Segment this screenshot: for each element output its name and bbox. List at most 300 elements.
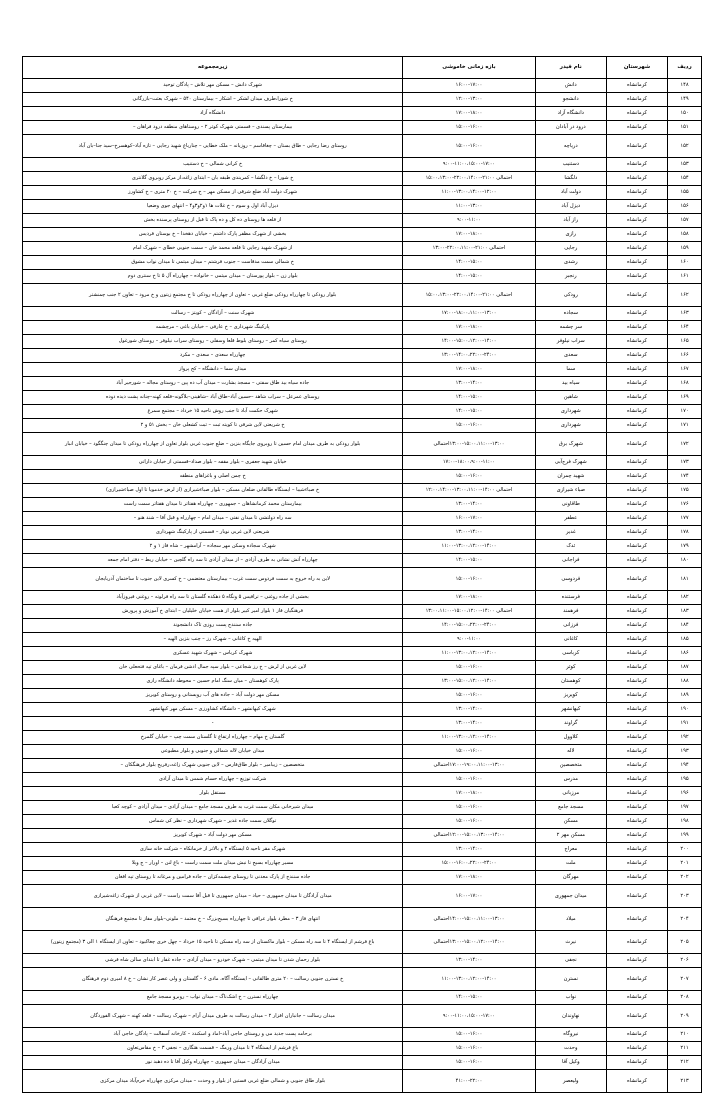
cell-city: کرمانشاه	[606, 843, 667, 857]
cell-feeder-name: رنجبر	[535, 270, 606, 284]
cell-outage-time: ۱۱:۰۰-۱۳:۰۰،۱۲:۰۰-۱۴:۰۰	[403, 647, 535, 661]
cell-city: کرمانشاه	[606, 954, 667, 968]
cell-subareas: خ نسترن جنوبی رسالت – ۲۰ متری طالقانی – ایستگاه آگاه، مادی ۶ – گلستان و ولی عصر کار نشان – خ ۸ امیری دوم فرهنگان	[23, 968, 403, 991]
cell-city: کرمانشاه	[606, 214, 667, 228]
cell-outage-time: ۱۱:۰۰-۱۳:۰۰،۱۲:۰۰-۱۴:۰۰	[403, 540, 535, 554]
table-row	[23, 107, 702, 121]
cell-feeder-name: فرزانی	[535, 619, 606, 633]
cell-city: کرمانشاه	[606, 1070, 667, 1093]
cell-city: کرمانشاه	[606, 349, 667, 363]
cell-city: کرمانشاه	[606, 815, 667, 829]
cell-outage-time: ۱۵:۰۰-۱۶:۰۰	[403, 470, 535, 484]
cell-row-number: ۱۶۹	[668, 391, 702, 405]
cell-feeder-name: طاقاونی	[535, 498, 606, 512]
cell-feeder-name: سعدی	[535, 349, 606, 363]
cell-row-number: ۱۵۸	[668, 228, 702, 242]
cell-outage-time: ۱۵:۰۰-۱۶:۰۰	[403, 773, 535, 787]
cell-city: کرمانشاه	[606, 731, 667, 745]
cell-row-number: ۱۹۷	[668, 801, 702, 815]
table-row	[23, 93, 702, 107]
table-row	[23, 717, 702, 731]
cell-feeder-name: فردوسی	[535, 568, 606, 591]
cell-row-number: ۱۶۷	[668, 363, 702, 377]
cell-city: کرمانشاه	[606, 321, 667, 335]
table-row	[23, 172, 702, 186]
cell-outage-time: ۱۴:۰۰-۱۵:۰۰	[403, 405, 535, 419]
cell-subareas: انتهای فاز ۳ – مطرد بلوار عراقی تا چهارراه بسیج‌بزرگ – خ معتمد – ملونی–بلوار مفاز تا مجتمع فرهنگان	[23, 908, 403, 931]
cell-row-number: ۲۰۲	[668, 871, 702, 885]
cell-row-number: ۱۸۲	[668, 591, 702, 605]
cell-outage-time: ۱۳:۰۰-۱۴:۰۰	[403, 954, 535, 968]
cell-subareas: الهیه خ کاغانی – شهرک رز – چنب بتزین الهیه –	[23, 633, 403, 647]
cell-feeder-name: نیروگاه	[535, 1028, 606, 1042]
cell-subareas: خ کرانی شمالی – خ دستنیب	[23, 158, 403, 172]
cell-subareas: جاده سیاه بید طاق سفتی – مسجد بشارت – میدان آب ده پین – روستای مجاله – شورجیر آباد	[23, 377, 403, 391]
table-row	[23, 307, 702, 321]
table-row	[23, 908, 702, 931]
cell-subareas: بخشی از جاده روغنی – ترافیس ۵ ونگاه ۵ دهکده گلستان تا سه راه فرلوته – روغنی فیروزآباد	[23, 591, 403, 605]
cell-row-number: ۲۰۴	[668, 908, 702, 931]
table-row	[23, 200, 702, 214]
column-header-city: شهرستان	[606, 57, 667, 79]
cell-feeder-name: کیهانشهر	[535, 703, 606, 717]
cell-row-number: ۱۵۴	[668, 172, 702, 186]
table-row	[23, 1028, 702, 1042]
cell-subareas: چهارراه نسترن – خ اشک‌ناگ – میدان نواب – روبرو مسجد جامع	[23, 991, 403, 1005]
cell-feeder-name: راز آباد	[535, 214, 606, 228]
cell-feeder-name: سراب نیلوفر	[535, 335, 606, 349]
cell-city: کرمانشاه	[606, 991, 667, 1005]
cell-outage-time: ۱۳:۰۰-۱۴:۰۰،۲۲:۰۰-۲۴:۰۰	[403, 349, 535, 363]
cell-city: کرمانشاه	[606, 931, 667, 954]
table-row	[23, 540, 702, 554]
table-row	[23, 270, 702, 284]
cell-city: کرمانشاه	[606, 256, 667, 270]
table-row	[23, 349, 702, 363]
cell-city: کرمانشاه	[606, 512, 667, 526]
cell-feeder-name: شهرک برق	[535, 433, 606, 456]
cell-outage-time: احتمالی ۲۱:۰۰-۲۲:۰۰،۱۴:۰۰-۱۵:۰۰،۱۳:۰۰	[403, 172, 535, 186]
cell-city: کرمانشاه	[606, 284, 667, 307]
cell-subareas: شهرک دانش – مسکن مهر تلاش – پادگان توحید	[23, 79, 403, 93]
cell-subareas: شهرک مقر ناحیه ۵ ایستگاه ۲ و بالاتر از خرمانکاه – شرکت خانه سازی	[23, 843, 403, 857]
table-row	[23, 1070, 702, 1093]
cell-row-number: ۱۸۹	[668, 689, 702, 703]
table-header	[23, 57, 702, 79]
cell-feeder-name: کوهستان	[535, 675, 606, 689]
cell-row-number: ۱۷۴	[668, 470, 702, 484]
cell-city: کرمانشاه	[606, 689, 667, 703]
cell-subareas: شهرک دولت آباد ضلع شرقی از مسکن مهر – خ شرکت – خ ۲۰ متری – خ کشاورز	[23, 186, 403, 200]
cell-row-number: ۱۸۳	[668, 605, 702, 619]
cell-feeder-name: مدرس	[535, 773, 606, 787]
cell-city: کرمانشاه	[606, 717, 667, 731]
cell-outage-time: ۹:۰۰-۱۱:۰۰،۱۵:۰۰-۱۷:۰۰	[403, 158, 535, 172]
cell-feeder-name: نسترن	[535, 968, 606, 991]
cell-outage-time: ۱۷:۰۰-۱۸:۰۰	[403, 787, 535, 801]
cell-subareas: شهرک حکمت آباد تا جنب روش ناحیه ۱۵ خرداد – مجتمع سمرغ	[23, 405, 403, 419]
table-row	[23, 512, 702, 526]
cell-feeder-name: شاهین	[535, 391, 606, 405]
cell-row-number: ۱۸۸	[668, 675, 702, 689]
cell-feeder-name: دولت آباد	[535, 186, 606, 200]
cell-feeder-name: فرستنده	[535, 591, 606, 605]
cell-feeder-name: غدیر	[535, 526, 606, 540]
cell-subareas: خ چمن اصلی و باغزاهای منطقه	[23, 470, 403, 484]
cell-feeder-name: میدان جمهوری	[535, 885, 606, 908]
cell-city: کرمانشاه	[606, 391, 667, 405]
table-row	[23, 885, 702, 908]
cell-outage-time: ۱۷:۰۰-۱۸:۰۰	[403, 363, 535, 377]
cell-row-number: ۱۴۸	[668, 79, 702, 93]
cell-feeder-name: فراجانی	[535, 554, 606, 568]
cell-outage-time: ۱۷:۰۰-۱۸:۰۰،۱۱:۰۰-۱۳:۰۰	[403, 307, 535, 321]
cell-row-number: ۱۵۲	[668, 135, 702, 158]
cell-feeder-name: نیرث	[535, 931, 606, 954]
column-header-row-number: ردیف	[668, 57, 702, 79]
cell-subareas: خ شریعتی لاین شرقی تا کویته ثبت – ثبت کشعلی خان – بخش ۵۱ و ۲	[23, 419, 403, 433]
cell-outage-time: ۱۵:۰۰-۱۶:۰۰	[403, 661, 535, 675]
cell-row-number: ۱۶۸	[668, 377, 702, 391]
cell-row-number: ۱۶۱	[668, 270, 702, 284]
table-body	[23, 79, 702, 1093]
table-row	[23, 773, 702, 787]
cell-subareas: دیزل آباد اول و سوم – خ غلات ها ۱و۲و۳و۴ – انتهای جوی وضعیا	[23, 200, 403, 214]
cell-row-number: ۱۵۹	[668, 242, 702, 256]
cell-subareas: میدان رسالت – جانباران افزار ۲ – میدان رسالت به طرف میدان آرام – شهرک رسالت – قلعه کهنه – شهرک الفوردگان	[23, 1005, 403, 1028]
cell-row-number: ۱۹۲	[668, 731, 702, 745]
table-row	[23, 121, 702, 135]
cell-subareas: روستای رضا رجایی – طاق بستان – چغاقاسم – روزبانه – ملک خطایی – چنارباغ شهید رجایی – تازه آباد–کوهسرخ–سید جنا–بان آباد	[23, 135, 403, 158]
cell-outage-time: ۱۵:۰۰-۱۶:۰۰	[403, 121, 535, 135]
table-row	[23, 1042, 702, 1056]
table-row	[23, 801, 702, 815]
cell-row-number: ۱۶۵	[668, 335, 702, 349]
cell-subareas: از شهرک شهید رجایی تا قلعه محمد خان – سمت جنوبی خطای – شهرک امام	[23, 242, 403, 256]
cell-outage-time: ۱۱:۰۰-۱۳:۰۰	[403, 200, 535, 214]
cell-row-number: ۱۷۲	[668, 433, 702, 456]
table-row	[23, 363, 702, 377]
cell-row-number: ۱۶۲	[668, 284, 702, 307]
cell-city: کرمانشاه	[606, 801, 667, 815]
cell-feeder-name: صباء شیرازی	[535, 484, 606, 498]
cell-outage-time: ۱۳:۰۰-۱۴:۰۰	[403, 843, 535, 857]
table-row	[23, 745, 702, 759]
cell-feeder-name: کلاوول	[535, 731, 606, 745]
cell-feeder-name: شهید چمران	[535, 470, 606, 484]
cell-feeder-name: نواب	[535, 991, 606, 1005]
table-row	[23, 633, 702, 647]
table-row	[23, 405, 702, 419]
cell-feeder-name: سجاده	[535, 307, 606, 321]
cell-feeder-name: ولیعصر	[535, 1070, 606, 1093]
cell-subareas: گلستان خ مهام – چهارراه ارتفاع تا گلستان سمت چپ – خیابان گلمرخ	[23, 731, 403, 745]
table-row	[23, 228, 702, 242]
cell-row-number: ۱۵۷	[668, 214, 702, 228]
cell-outage-time: ۱۲:۰۰-۱۵:۰۰،۱۳:۰۰-۱۴:۰۰احتمالی	[403, 829, 535, 843]
cell-feeder-name: مسجد جامع	[535, 801, 606, 815]
cell-city: کرمانشاه	[606, 885, 667, 908]
cell-subareas: بیمارستان پسندی – قسمتی شهرک کوثر ۲ – روستاهای منطقه درود فراهان –	[23, 121, 403, 135]
table-row	[23, 135, 702, 158]
cell-subareas: خ شورا – خ دلگشا – کمربندی طبقه بان – ابتدای زاغه،از مرکز روبروی گلانتری	[23, 172, 403, 186]
cell-subareas: بیمارستان محمد کرمانشاهان – جمهوری – چهارراه هفتاتر تا میدان هفتاتر سمت راست	[23, 498, 403, 512]
table-row	[23, 242, 702, 256]
cell-city: کرمانشاه	[606, 433, 667, 456]
cell-row-number: ۲۰۰	[668, 843, 702, 857]
cell-outage-time: ۱۷:۰۰-۱۸:۰۰	[403, 591, 535, 605]
cell-city: کرمانشاه	[606, 554, 667, 568]
cell-outage-time: ۱۵:۰۰-۱۶:۰۰	[403, 1042, 535, 1056]
cell-city: کرمانشاه	[606, 759, 667, 773]
cell-outage-time: ۱۵:۰۰-۱۶:۰۰	[403, 801, 535, 815]
cell-subareas: دانشگاه آزاد	[23, 107, 403, 121]
cell-city: کرمانشاه	[606, 1028, 667, 1042]
cell-feeder-name: مرزبانی	[535, 787, 606, 801]
cell-outage-time: ۱۲:۰۰-۱۳:۰۰	[403, 93, 535, 107]
cell-city: کرمانشاه	[606, 335, 667, 349]
table-row	[23, 871, 702, 885]
cell-feeder-name: گراوند	[535, 717, 606, 731]
cell-subareas: بخشی از شهرک مظفر پارک داشتم – خیابان دهخدا – خ بوستان فردیس	[23, 228, 403, 242]
cell-subareas: مسکن مهر دولت آباد – شهرک کویریز	[23, 829, 403, 843]
cell-feeder-name: رجایی	[535, 242, 606, 256]
table-row	[23, 284, 702, 307]
cell-city: کرمانشاه	[606, 968, 667, 991]
cell-outage-time: ۱۳:۰۰-۱۴:۰۰	[403, 377, 535, 391]
cell-subareas: میدان سما – دانشگاه – کج پرواز	[23, 363, 403, 377]
cell-subareas: مستقل بلوار	[23, 787, 403, 801]
cell-row-number: ۲۰۸	[668, 991, 702, 1005]
table-row	[23, 526, 702, 540]
cell-city: کرمانشاه	[606, 633, 667, 647]
cell-city: کرمانشاه	[606, 871, 667, 885]
table-row	[23, 931, 702, 954]
table-row	[23, 829, 702, 843]
cell-subareas: بلوار طاق جنوبی و شمالی ضلع غربی فستین از بلوار و وحدت – میدان مرکزی چهارراه خرم‌آباد میدان مرکزی	[23, 1070, 403, 1093]
cell-city: کرمانشاه	[606, 908, 667, 931]
cell-feeder-name: ثدک	[535, 540, 606, 554]
cell-outage-time: ۱۷:۰۰-۱۸:۰۰	[403, 228, 535, 242]
cell-city: کرمانشاه	[606, 703, 667, 717]
cell-outage-time: ۱۴:۰۰-۱۵:۰۰،۱۱:۰۰-۱۳:۰۰احتمالی	[403, 908, 535, 931]
cell-outage-time: ۱۱:۰۰-۱۳:۰۰،۱۴:۰۰-۱۲:۰۰	[403, 186, 535, 200]
table-row	[23, 321, 702, 335]
cell-subareas: روستای عمرعل – سراب شاهد –حسین آباد–طاق آباد –شاهینی–بلاگونه–قلعه کهنه–چنانه پشت دیده دوده	[23, 391, 403, 405]
cell-city: کرمانشاه	[606, 186, 667, 200]
cell-subareas: میدان آزادگان تا میدان جمهوری – حیاد – میدان جمهوری تا قبل آقا سمت راست – لاین غربی از شهرک زاغه‌شیرازی	[23, 885, 403, 908]
cell-feeder-name: کرباسی	[535, 647, 606, 661]
cell-city: کرمانشاه	[606, 605, 667, 619]
cell-row-number: ۱۵۶	[668, 200, 702, 214]
cell-feeder-name: ملت	[535, 857, 606, 871]
cell-subareas: روستای سیاه کمر – روستای بلوط قلعا وسفلی – روستای سراب نیلوفر – روستای شورغول	[23, 335, 403, 349]
cell-row-number: ۱۸۵	[668, 633, 702, 647]
cell-city: کرمانشاه	[606, 526, 667, 540]
cell-subareas: باغ فرشم از ایستگاه ۴ تا میدان ورمگ – قسمت هتگاری – نجفی ۳ – خ مقاس‌تعاون	[23, 1042, 403, 1056]
cell-feeder-name: دریاچه	[535, 135, 606, 158]
cell-row-number: ۱۶۳	[668, 307, 702, 321]
table-row	[23, 647, 702, 661]
cell-row-number: ۲۰۹	[668, 1005, 702, 1028]
cell-feeder-name: فرهمند	[535, 605, 606, 619]
table-row	[23, 731, 702, 745]
cell-subareas: بلوار رودکی به طرف میدان امام حسین تا روبروی جایگاه بنزین – ضلع جنوب غربی بلوار تعاون از چهارراه رودکی تا میدان چنگگود – خیابان انبار	[23, 433, 403, 456]
cell-city: کرمانشاه	[606, 270, 667, 284]
cell-subareas: مسکن مهر دولت آباد – جاده های آب رویستانی و روستای کویریز	[23, 689, 403, 703]
cell-subareas: شهرک سجاده وسکن مهر سجاده – آرامشهر – شاه فاز ۱ و ۲	[23, 540, 403, 554]
table-row	[23, 377, 702, 391]
table-row	[23, 335, 702, 349]
cell-row-number: ۱۸۰	[668, 554, 702, 568]
cell-row-number: ۱۹۰	[668, 703, 702, 717]
cell-city: کرمانشاه	[606, 787, 667, 801]
cell-feeder-name: متخصصین	[535, 759, 606, 773]
cell-row-number: ۲۱۳	[668, 1070, 702, 1093]
cell-city: کرمانشاه	[606, 470, 667, 484]
cell-subareas: جاده سنندج پست روزی تاک دانشجوند	[23, 619, 403, 633]
cell-row-number: ۲۱۱	[668, 1042, 702, 1056]
cell-city: کرمانشاه	[606, 93, 667, 107]
table-row	[23, 991, 702, 1005]
cell-outage-time: ۱۳:۰۰-۱۴:۰۰	[403, 526, 535, 540]
cell-feeder-name: شهرک فرج‌آبی	[535, 456, 606, 470]
table-row	[23, 391, 702, 405]
cell-subareas: پارکینگ شهرداری – خ عارفی – خیابان باغی – مرچشمه	[23, 321, 403, 335]
cell-outage-time: ۱۳:۰۰-۱۵:۰۰،۱۱:۰۰-۱۳:۰۰احتمالی	[403, 433, 535, 456]
cell-city: کرمانشاه	[606, 121, 667, 135]
cell-city: کرمانشاه	[606, 107, 667, 121]
cell-row-number: ۱۷۵	[668, 484, 702, 498]
column-header-outage-time: بازه زمانی خاموشی	[403, 57, 535, 79]
cell-city: کرمانشاه	[606, 158, 667, 172]
cell-feeder-name: معراج	[535, 843, 606, 857]
column-header-feeder-name: نام فیدر	[535, 57, 606, 79]
cell-city: کرمانشاه	[606, 484, 667, 498]
cell-outage-time: احتمالی ۲۱:۰۰-۲۲:۰۰،۱۱:۰۰-۱۳:۰۰	[403, 242, 535, 256]
cell-outage-time: ۱۵:۰۰-۱۶:۰۰	[403, 1028, 535, 1042]
cell-subareas: چهارراه آتش نشانی به طرف آزادی – از میدان آزادی تا سه راه گلچین – خیابان ریط – دفتر امام جمعه	[23, 554, 403, 568]
cell-feeder-name: مسکن مهر ۲	[535, 829, 606, 843]
cell-subareas: شریعتی لاین غربی نوبار – قسمتی از پارکینگ شهرداری	[23, 526, 403, 540]
cell-city: کرمانشاه	[606, 307, 667, 321]
cell-feeder-name: رشدی	[535, 256, 606, 270]
cell-row-number: ۱۸۴	[668, 619, 702, 633]
table-row	[23, 843, 702, 857]
table-row	[23, 433, 702, 456]
cell-subareas: خ شورا،طرف میدان لشکر – اشکار – بیمارستان ۵۴۰ – شهرک بعثت–بازرگانی	[23, 93, 403, 107]
cell-subareas: از قلعه ها روستای ده کل و ده پاک تا قبل از روستای پرسنده بخش	[23, 214, 403, 228]
cell-feeder-name: دلگشا	[535, 172, 606, 186]
cell-feeder-name: سیاه بید	[535, 377, 606, 391]
cell-subareas: میدان شیرخانی مکان سمت غرب به طرف مسجد جامع – میدان آزادی – میدان آزادی – کوچه کعبا	[23, 801, 403, 815]
cell-feeder-name: وکیل آقا	[535, 1056, 606, 1070]
cell-subareas: شرکت توزیع – چهارراه حسام شمس تا میدان آزادی	[23, 773, 403, 787]
cell-outage-time: احتمالی ۱۴:۰۰-۱۵:۰۰،۱۲:۰۰-۱۳:۰۰،۱۱:۰۰	[403, 605, 535, 619]
cell-feeder-name: دانشگاه آزاد	[535, 107, 606, 121]
cell-row-number: ۱۹۱	[668, 717, 702, 731]
cell-row-number: ۱۴۹	[668, 93, 702, 107]
table-row	[23, 419, 702, 433]
cell-subareas: چهارراه سعدی – سعدی – مکرد	[23, 349, 403, 363]
table-row	[23, 1056, 702, 1070]
table-row	[23, 186, 702, 200]
cell-outage-time: ۱۳:۰۰-۱۴:۰۰	[403, 498, 535, 512]
table-row	[23, 689, 702, 703]
table-row	[23, 456, 702, 470]
cell-city: کرمانشاه	[606, 773, 667, 787]
cell-row-number: ۱۵۰	[668, 107, 702, 121]
cell-subareas: میدان آزادگان – میدان جمهوری – چهارراه وکیل آقا تا ده دهبد نور	[23, 1056, 403, 1070]
cell-row-number: ۱۹۶	[668, 787, 702, 801]
cell-feeder-name: مهرگان	[535, 871, 606, 885]
cell-subareas: خیابان شهید جعفری – بلوار مقفه – بلوار صداد–قسمتی از خیابان داراتی	[23, 456, 403, 470]
cell-city: کرمانشاه	[606, 675, 667, 689]
cell-outage-time: ۹:۰۰-۱۱:۰۰	[403, 214, 535, 228]
cell-city: کرمانشاه	[606, 79, 667, 93]
cell-outage-time: ۱۵:۰۰-۱۶:۰۰	[403, 568, 535, 591]
cell-feeder-name: نجفی	[535, 954, 606, 968]
cell-row-number: ۱۷۸	[668, 526, 702, 540]
cell-feeder-name: دیزل آباد	[535, 200, 606, 214]
cell-city: کرمانشاه	[606, 419, 667, 433]
cell-city: کرمانشاه	[606, 661, 667, 675]
cell-row-number: ۱۵۵	[668, 186, 702, 200]
cell-outage-time: ۱۷:۰۰-۱۸:۰۰،۹:۰۰-۱۱:۰۰	[403, 456, 535, 470]
cell-outage-time: ۱۳:۰۰-۱۴:۰۰	[403, 717, 535, 731]
table-row	[23, 591, 702, 605]
cell-outage-time: ۱۴:۰۰-۱۵:۰۰	[403, 391, 535, 405]
cell-city: کرمانشاه	[606, 135, 667, 158]
cell-subareas: مسیر چهارراه بسیج تا نبش میدان ملت سمت راست – باغ لنن – اورار – ج ویلا	[23, 857, 403, 871]
cell-feeder-name: کوثر	[535, 661, 606, 675]
cell-feeder-name: دانش	[535, 79, 606, 93]
table-row	[23, 968, 702, 991]
cell-row-number: ۲۰۵	[668, 931, 702, 954]
cell-feeder-name: عطفر	[535, 512, 606, 526]
table-row	[23, 79, 702, 93]
cell-city: کرمانشاه	[606, 1005, 667, 1028]
cell-subareas: بلوار رودکی تا چهارراه رودکی ضلع غربی – تعاون از چهارراه رودکی تا خ مجتمع زیتون و خ مرود – تعاون ۲ جنب چمنشتر	[23, 284, 403, 307]
cell-city: کرمانشاه	[606, 405, 667, 419]
cell-feeder-name: دانشجو	[535, 93, 606, 107]
cell-subareas: شهرک سنت – آزادگان – کویتز – رسالت	[23, 307, 403, 321]
cell-feeder-name: رازی	[535, 228, 606, 242]
cell-city: کرمانشاه	[606, 1042, 667, 1056]
table-row	[23, 857, 702, 871]
cell-outage-time: ۹:۰۰-۱۱:۰۰،۱۵:۰۰-۱۷:۰۰	[403, 1005, 535, 1028]
cell-row-number: ۲۰۷	[668, 968, 702, 991]
cell-row-number: ۱۷۶	[668, 498, 702, 512]
cell-feeder-name: نهاوندان	[535, 1005, 606, 1028]
cell-feeder-name: لاله	[535, 745, 606, 759]
cell-row-number: ۱۷۷	[668, 512, 702, 526]
cell-row-number: ۱۹۹	[668, 829, 702, 843]
cell-feeder-name: میلاد	[535, 908, 606, 931]
cell-subareas: میدان خیابان لاله شمالی و جنوبی و بلوار مطبوعی	[23, 745, 403, 759]
cell-outage-time: ۱۴:۰۰-۱۵:۰۰	[403, 270, 535, 284]
cell-outage-time: ۱۶:۰۰-۱۷:۰۰	[403, 512, 535, 526]
cell-subareas: بلوار رحمان شدن تا میدان میثمی – شهرک خودرو – میدان آزادی – جاده غفار تا ابتدای سالن شاه فرشی	[23, 954, 403, 968]
cell-feeder-name: رودکی	[535, 284, 606, 307]
table-row	[23, 619, 702, 633]
cell-outage-time: ۱۴:۰۰-۱۵:۰۰	[403, 554, 535, 568]
cell-outage-time: ۱۷:۰۰-۱۸:۰۰	[403, 107, 535, 121]
table-row	[23, 554, 702, 568]
table-row	[23, 675, 702, 689]
table-row	[23, 470, 702, 484]
table-row	[23, 815, 702, 829]
